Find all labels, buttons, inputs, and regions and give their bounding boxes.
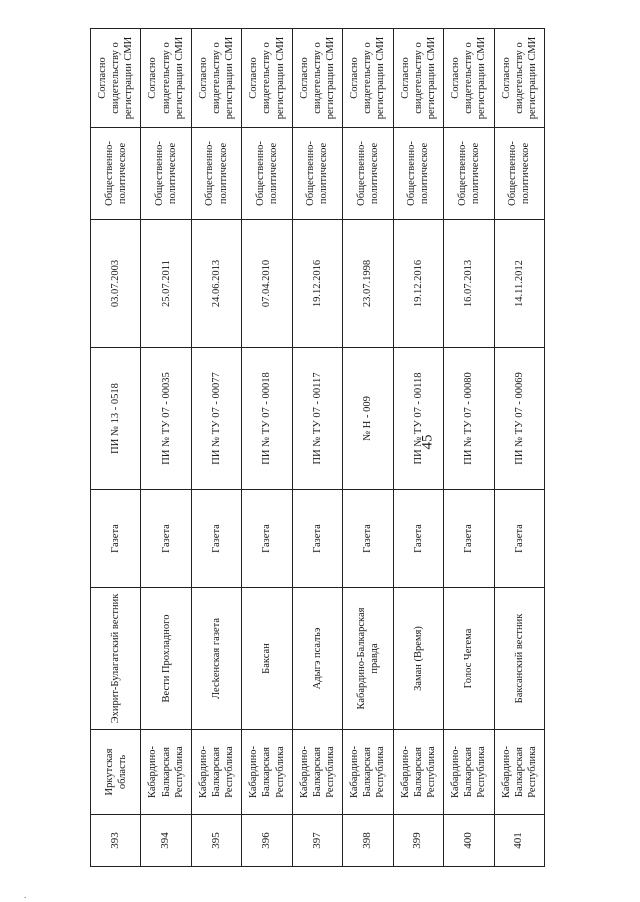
topic-cell: Общественно-политическое [91,128,141,220]
title-cell: Адыгэ псалъэ [292,588,342,730]
topic-cell: Общественно-политическое [191,128,241,220]
region-cell: Кабардино-Балкарская Республика [191,730,241,815]
title-cell: Лесkенская газета [191,588,241,730]
row-number: 394 [141,815,191,867]
type-cell: Газета [343,490,393,588]
note-cell: Согласно свидетельству о регистрации СМИ [191,29,241,128]
date-cell: 03.07.2003 [91,220,141,348]
type-cell: Газета [242,490,292,588]
registration-number-cell: ПИ № ТУ 07 - 00117 [292,348,342,490]
row-number: 398 [343,815,393,867]
region-cell: Кабардино-Балкарская Республика [444,730,494,815]
date-cell: 25.07.2011 [141,220,191,348]
table-row [141,29,191,867]
table-row [343,29,393,867]
table-row [444,29,494,867]
topic-cell: Общественно-политическое [292,128,342,220]
note-cell: Согласно свидетельству о регистрации СМИ [494,29,545,128]
table-row [91,29,141,867]
table-row [292,29,342,867]
title-cell: Баксанский вестник [494,588,545,730]
registration-number-cell: ПИ № ТУ 07 - 00069 [494,348,545,490]
topic-cell: Общественно-политическое [242,128,292,220]
page-mark: . [24,890,27,900]
title-cell: Голос Чегема [444,588,494,730]
region-cell: Кабардино-Балкарская Республика [242,730,292,815]
type-cell: Газета [141,490,191,588]
table-row [242,29,292,867]
date-cell: 19.12.2016 [292,220,342,348]
row-number: 396 [242,815,292,867]
title-cell: Заман (Время) [393,588,443,730]
note-cell: Согласно свидетельству о регистрации СМИ [141,29,191,128]
type-cell: Газета [292,490,342,588]
registration-number-cell: № Н - 009 [343,348,393,490]
row-number: 399 [393,815,443,867]
row-number: 400 [444,815,494,867]
date-cell: 07.04.2010 [242,220,292,348]
title-cell: Эхирит-Булагатский вестник [91,588,141,730]
registration-number-cell: ПИ № ТУ 07 - 00035 [141,348,191,490]
region-cell: Кабардино-Балкарская Республика [292,730,342,815]
registration-number-cell: ПИ № 13 - 0518 [91,348,141,490]
topic-cell: Общественно-политическое [393,128,443,220]
note-cell: Согласно свидетельству о регистрации СМИ [444,29,494,128]
topic-cell: Общественно-политическое [444,128,494,220]
table-body [91,29,545,867]
registration-number-cell: ПИ № ТУ 07 - 00077 [191,348,241,490]
row-number: 395 [191,815,241,867]
type-cell: Газета [494,490,545,588]
media-registry-table [90,28,545,867]
type-cell: Газета [191,490,241,588]
region-cell: Кабардино-Балкарская Республика [494,730,545,815]
region-cell: Кабардино-Балкарская Республика [393,730,443,815]
table-row [393,29,443,867]
note-cell: Согласно свидетельству о регистрации СМИ [242,29,292,128]
date-cell: 19.12.2016 [393,220,443,348]
type-cell: Газета [393,490,443,588]
type-cell: Газета [444,490,494,588]
region-cell: Иркутская область [91,730,141,815]
registration-number-cell: ПИ № ТУ 07 - 00080 [444,348,494,490]
rotated-table-container [90,29,545,867]
title-cell: Вести Прохладного [141,588,191,730]
row-number: 401 [494,815,545,867]
date-cell: 14.11.2012 [494,220,545,348]
region-cell: Кабардино-Балкарская Республика [343,730,393,815]
table-row [191,29,241,867]
page-number: 45 [419,434,436,450]
note-cell: Согласно свидетельству о регистрации СМИ [91,29,141,128]
type-cell: Газета [91,490,141,588]
registration-number-cell: ПИ № ТУ 07 - 00018 [242,348,292,490]
note-cell: Согласно свидетельству о регистрации СМИ [292,29,342,128]
row-number: 397 [292,815,342,867]
row-number: 393 [91,815,141,867]
table-row [494,29,545,867]
note-cell: Согласно свидетельству о регистрации СМИ [343,29,393,128]
topic-cell: Общественно-политическое [141,128,191,220]
registration-number-cell: ПИ № ТУ 07 - 00118 [393,348,443,490]
date-cell: 16.07.2013 [444,220,494,348]
topic-cell: Общественно-политическое [494,128,545,220]
topic-cell: Общественно-политическое [343,128,393,220]
region-cell: Кабардино-Балкарская Республика [141,730,191,815]
title-cell: Баксан [242,588,292,730]
title-cell: Кабардино-Балкарская правда [343,588,393,730]
note-cell: Согласно свидетельству о регистрации СМИ [393,29,443,128]
date-cell: 23.07.1998 [343,220,393,348]
date-cell: 24.06.2013 [191,220,241,348]
